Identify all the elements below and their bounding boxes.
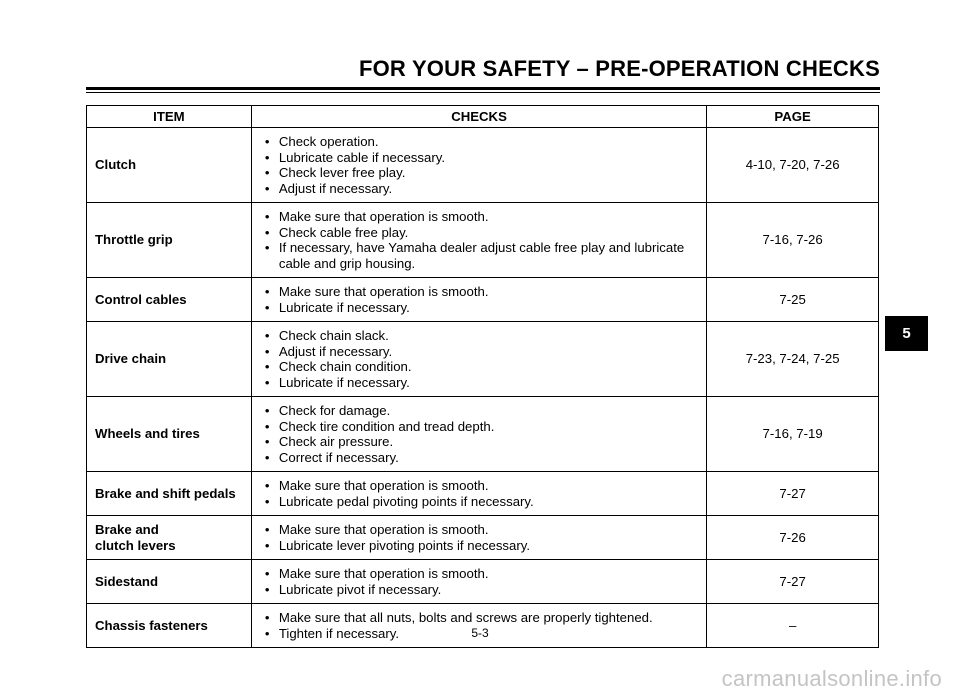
check-item: • Check cable free play. — [262, 225, 702, 241]
check-item: • Tighten if necessary. — [262, 626, 702, 642]
table-header-row — [87, 106, 879, 128]
checks-list — [262, 403, 702, 465]
table-row — [87, 203, 879, 278]
checks-list — [262, 478, 702, 509]
table-row — [87, 397, 879, 472]
table-row — [87, 322, 879, 397]
item-cell — [87, 560, 252, 604]
check-item: • Check air pressure. — [262, 434, 702, 450]
table-row — [87, 516, 879, 560]
checks-cell — [251, 397, 706, 472]
check-item: • Check for damage. — [262, 403, 702, 419]
check-item: • Lubricate pivot if necessary. — [262, 582, 702, 598]
header-page: PAGE — [707, 106, 879, 128]
item-cell — [87, 203, 252, 278]
page-cell: 7-16, 7-19 — [707, 397, 879, 472]
check-item: • Make sure that all nuts, bolts and screws are properly tightened. — [262, 610, 702, 626]
page-number: 5-3 — [471, 626, 489, 640]
page-cell: 4-10, 7-20, 7-26 — [707, 128, 879, 203]
table-row — [87, 278, 879, 322]
check-item: • Make sure that operation is smooth. — [262, 284, 702, 300]
checks-list — [262, 209, 702, 271]
check-item: • Check lever free play. — [262, 165, 702, 181]
item-cell — [87, 322, 252, 397]
check-item: • If necessary, have Yamaha dealer adjust cable free play and lubricate cable and grip housing. — [262, 240, 702, 271]
item-label: Sidestand — [95, 573, 159, 589]
checks-cell — [251, 516, 706, 560]
watermark-text: carmanualsonline.info — [721, 666, 942, 691]
check-item: • Lubricate pedal pivoting points if necessary. — [262, 494, 702, 510]
check-item: • Adjust if necessary. — [262, 344, 702, 360]
title-rule-thin — [86, 92, 880, 93]
checks-cell — [251, 472, 706, 516]
item-label: Wheels and tires — [95, 426, 200, 442]
header-item: ITEM — [87, 106, 252, 128]
check-item: • Lubricate cable if necessary. — [262, 150, 702, 166]
table-row — [87, 472, 879, 516]
check-item: • Check chain slack. — [262, 328, 702, 344]
checks-cell — [251, 203, 706, 278]
check-item: • Lubricate if necessary. — [262, 300, 702, 316]
page-cell: 7-16, 7-26 — [707, 203, 879, 278]
check-item: • Check chain condition. — [262, 359, 702, 375]
check-item: • Check tire condition and tread depth. — [262, 419, 702, 435]
checks-list — [262, 566, 702, 597]
checks-cell — [251, 278, 706, 322]
table-row — [87, 560, 879, 604]
page-cell: 7-26 — [707, 516, 879, 560]
item-cell — [87, 516, 252, 560]
checks-cell — [251, 560, 706, 604]
section-tab: 5 — [885, 316, 928, 351]
checks-list — [262, 134, 702, 196]
check-item: • Check operation. — [262, 134, 702, 150]
item-label: Throttle grip — [95, 232, 173, 248]
table-row — [87, 128, 879, 203]
header-checks: CHECKS — [251, 106, 706, 128]
check-item: • Lubricate lever pivoting points if necessary. — [262, 538, 702, 554]
item-label: Chassis fasteners — [95, 617, 208, 633]
item-label: clutch levers — [95, 537, 176, 553]
page-cell: 7-27 — [707, 560, 879, 604]
checks-list — [262, 328, 702, 390]
check-item: • Make sure that operation is smooth. — [262, 209, 702, 225]
item-cell — [87, 128, 252, 203]
item-label: Drive chain — [95, 351, 167, 367]
table-body — [87, 128, 879, 648]
check-item: • Adjust if necessary. — [262, 181, 702, 197]
item-label: Clutch — [95, 157, 137, 173]
item-label: Brake and shift pedals — [95, 485, 236, 501]
check-item: • Lubricate if necessary. — [262, 375, 702, 391]
page-title: FOR YOUR SAFETY – PRE-OPERATION CHECKS — [358, 56, 880, 81]
item-cell — [87, 278, 252, 322]
checks-cell — [251, 128, 706, 203]
page-cell: 7-25 — [707, 278, 879, 322]
item-label: Control cables — [95, 291, 187, 307]
checks-cell — [251, 322, 706, 397]
checks-list — [262, 522, 702, 553]
item-cell — [87, 472, 252, 516]
check-item: • Correct if necessary. — [262, 450, 702, 466]
check-item: • Make sure that operation is smooth. — [262, 522, 702, 538]
check-item: • Make sure that operation is smooth. — [262, 478, 702, 494]
checks-list — [262, 284, 702, 315]
item-cell — [87, 397, 252, 472]
item-label: Brake and — [95, 522, 159, 537]
page-cell: 7-23, 7-24, 7-25 — [707, 322, 879, 397]
title-rule-thick — [86, 87, 880, 90]
check-item: • Make sure that operation is smooth. — [262, 566, 702, 582]
page-cell: 7-27 — [707, 472, 879, 516]
page-cell: – — [707, 604, 879, 648]
pre-operation-checks-table — [86, 105, 879, 648]
